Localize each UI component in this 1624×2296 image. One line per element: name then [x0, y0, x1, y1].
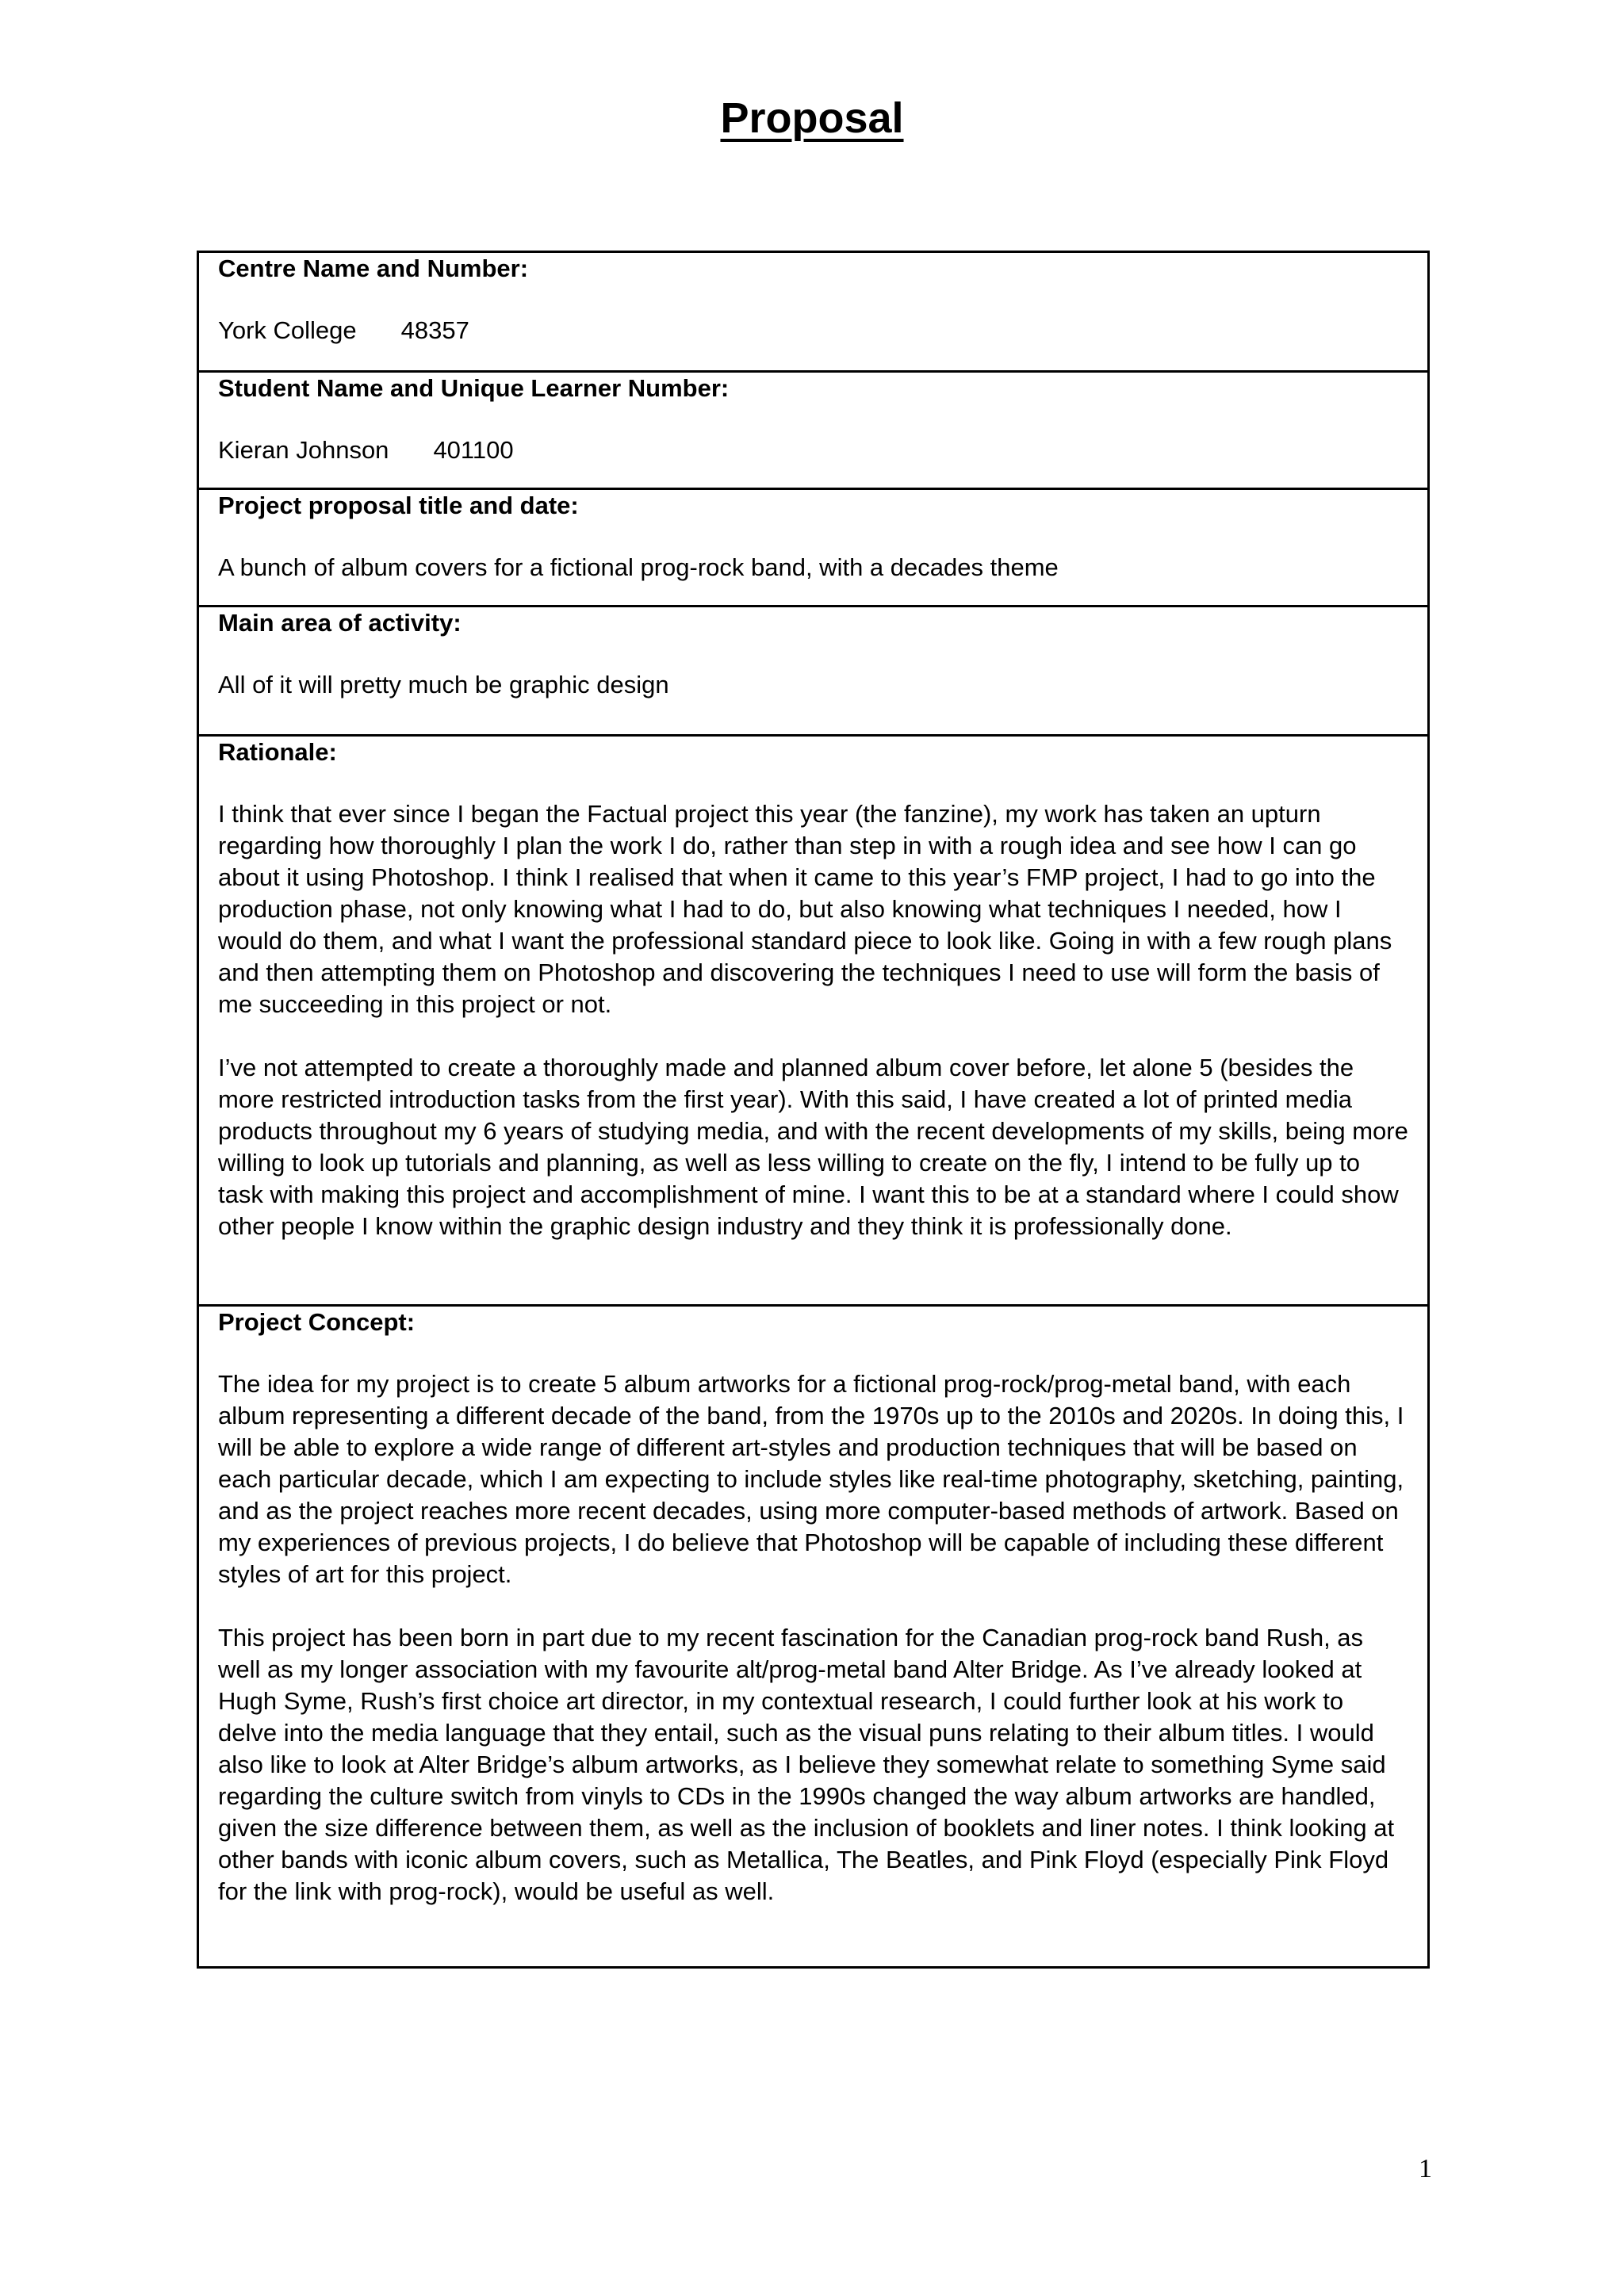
- activity-heading: Main area of activity:: [218, 609, 462, 637]
- project-title-body: [218, 552, 1408, 584]
- activity-text: All of it will pretty much be graphic design: [218, 671, 669, 698]
- project-title-section: [199, 488, 1427, 605]
- concept-paragraph: This project has been born in part due to my recent fascination for the Canadian prog-rock band Rush, as well as my longer association with my favourite alt/prog-metal band Alter Bridge. As I’ve already looked at Hugh Syme, Rush’s first choice art director, in my contextual research, I could further look at his work to delve into the media language that they entail, such as the visual puns relating to their album titles. I would also like to look at Alter Bridge’s album artworks, as I believe they somewhat relate to something Syme said regarding the culture switch from vinyls to CDs in the 1990s changed the way album artworks are handled, given the size difference between them, as well as the inclusion of booklets and liner notes. I think looking at other bands with iconic album covers, such as Metallica, The Beatles, and Pink Floyd (especially Pink Floyd for the link with prog-rock), would be useful as well.: [218, 1624, 1395, 1905]
- student-name: Kieran Johnson: [218, 436, 389, 464]
- page-title: Proposal: [720, 94, 904, 142]
- centre-body: [218, 315, 1408, 346]
- centre-number: 48357: [400, 316, 469, 344]
- concept-paragraph: The idea for my project is to create 5 album artworks for a fictional prog-rock/prog-metal band, with each album representing a different decade of the band, from the 1970s up to the 2010s and 2020s. In doing this, I will be able to explore a wide range of different art-styles and production techniques that will be based on each particular decade, which I am expecting to include styles like real-time photography, sketching, painting, and as the project reaches more recent decades, using more computer-based methods of artwork. Based on my experiences of previous projects, I do believe that Photoshop will be capable of including these different styles of art for this project.: [218, 1370, 1404, 1588]
- student-section: [199, 370, 1427, 488]
- rationale-paragraph: I’ve not attempted to create a thoroughly made and planned album cover before, let alone 5 (besides the more restricted introduction tasks from the first year). With this said, I have created a lot of printed media products throughout my 6 years of studying media, and with the recent developments of my skills, being more willing to look up tutorials and planning, as well as less willing to create on the fly, I intend to be fully up to task with making this project and accomplishment of mine. I want this to be at a standard where I could show other people I know within the graphic design industry and they think it is professionally done.: [218, 1054, 1408, 1240]
- activity-section: [199, 605, 1427, 734]
- concept-body: [218, 1368, 1408, 1908]
- concept-heading: Project Concept:: [218, 1308, 416, 1336]
- concept-section: [199, 1304, 1427, 1966]
- rationale-section: [199, 734, 1427, 1304]
- rationale-heading: Rationale:: [218, 738, 337, 766]
- centre-name: York College: [218, 316, 357, 344]
- learner-number: 401100: [433, 436, 514, 464]
- proposal-form-table: [197, 251, 1430, 1969]
- project-title-heading: Project proposal title and date:: [218, 492, 579, 519]
- centre-heading: Centre Name and Number:: [218, 254, 529, 282]
- centre-section: [199, 253, 1427, 370]
- student-body: [218, 434, 1408, 466]
- student-heading: Student Name and Unique Learner Number:: [218, 374, 730, 402]
- project-title-text: A bunch of album covers for a fictional prog-rock band, with a decades theme: [218, 553, 1059, 581]
- page-number: 1: [1419, 2154, 1432, 2183]
- rationale-paragraph: I think that ever since I began the Factual project this year (the fanzine), my work has taken an upturn regarding how thoroughly I plan the work I do, rather than step in with a rough idea and see how I can go about it using Photoshop. I think I realised that when it came to this year’s FMP project, I had to go into the production phase, not only knowing what I had to do, but also knowing what techniques I needed, how I would do them, and what I want the professional standard piece to look like. Going in with a few rough plans and then attempting them on Photoshop and discovering the techniques I need to use will form the basis of me succeeding in this project or not.: [218, 800, 1392, 1018]
- rationale-body: [218, 798, 1408, 1242]
- activity-body: [218, 669, 1408, 701]
